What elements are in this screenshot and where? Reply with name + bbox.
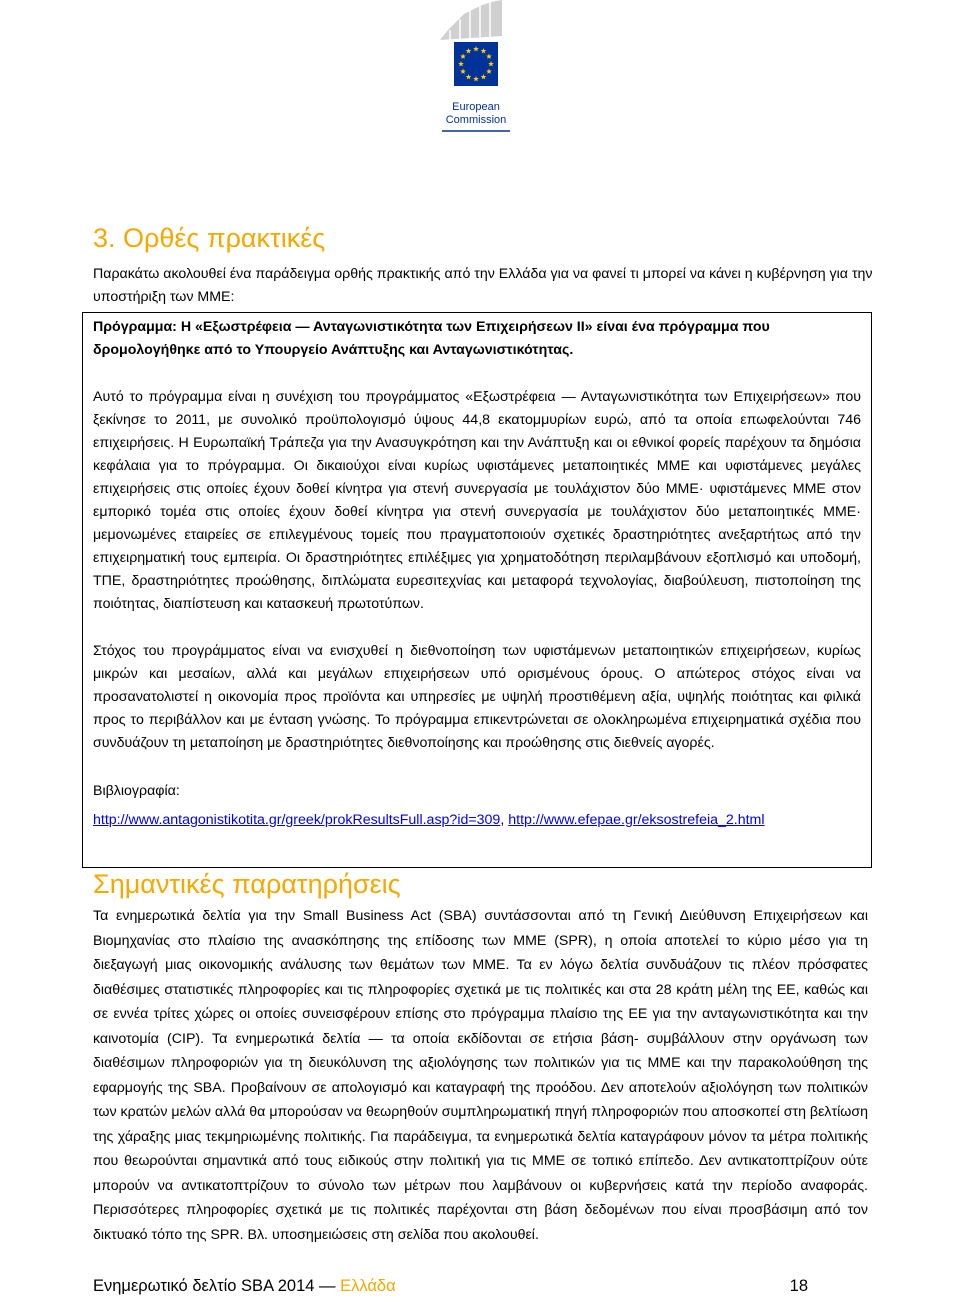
page-number: 18 xyxy=(789,1277,808,1295)
link-separator: , xyxy=(500,812,505,828)
notes-body: Τα ενημερωτικά δελτία για την Small Business Act (SBA) συντάσσονται από τη Γενική Διεύθυνση Επιχειρήσεων και Βιομηχανίας στο πλαίσιο της ανασκόπησης της επίδοσης των ΜΜΕ (SPR), η οποία αποτελεί το κύριο μέσο για τη διεξαγωγή μιας οικονομικής ανάλυσης των θεμάτων των ΜΜΕ. Τα εν λόγω δελτία συνδυάζουν τις πλέον πρόσφατες διαθέσιμες στατιστικές πληροφορίες και τις πληροφορίες σχετικά με τις πολιτικές και στα 28 κράτη μέλη της ΕΕ, καθώς και σε εννέα τρίτες χώρες οι οποίες συνεισφέρουν επίσης στο πρόγραμμα πλαίσιο της ΕΕ για την ανταγωνιστικότητα και την καινοτομία (CIP). Τα ενημερωτικά δελτία — τα οποία εκδίδονται σε ετήσια βάση- συμβάλλουν στην οργάνωση των διαθέσιμων πληροφοριών για τη διευκόλυνση της αξιολόγησης των πολιτικών για τις ΜΜΕ και την παρακολούθηση της εφαρμογής της SBA. Προβαίνουν σε απολογισμό και καταγραφή της προόδου. Δεν αποτελούν αξιολόγηση των πολιτικών των κρατών μελών αλλά θα μπορούσαν να θεωρηθούν συμπληρωματική πηγή πληροφοριών που αποσκοπεί στη βελτίωση της χάραξης μιας τεκμηριωμένης πολιτικής. Για παράδειγμα, τα ενημερωτικά δελτία καταγράφουν μόνον τα μέτρα πολιτικής που θεωρούνται σημαντικά από τους ειδικούς στην πολιτική για τις ΜΜΕ σε τοπικό επίπεδο. Δεν αντικατοπτρίζουν ούτε μπορούν να αντικατοπτρίζουν το σύνολο των μέτρων που λαμβάνουν οι κυβερνήσεις κατά την περίοδο αναφοράς. Περισσότερες πληροφορίες σχετικά με τις πολιτικές παρέχονται στη βάση δεδομένων που είναι προσβάσιμη από τον δικτυακό τόπο της SPR. Βλ. υποσημειώσεις στη σελίδα που ακολουθεί. xyxy=(93,908,868,1243)
section-title: 3. Ορθές πρακτικές xyxy=(93,223,326,253)
programme-goal: Στόχος του προγράμματος είναι να ενισχυθεί η διεθνοποίηση των υφιστάμενων μεταποιητικών επιχειρήσεων, κυρίως μικρών και μεσαίων, αλλά και μεγάλων επιχειρήσεων υπό ορισμένους όρους. Ο απώτερος στόχος είναι να προσανατολιστεί η οικονομία προς προϊόντα και υπηρεσίες με υψηλή προστιθέμενη αξία, υψηλής ποιότητας και φιλικά προς το περιβάλλον και με ένταση γνώσης. Το πρόγραμμα επικεντρώνεται σε ολοκληρωμένα επιχειρηματικά σχέδια που συνδυάζουν τη μεταποίηση με δραστηριότητες διεθνοποίησης και προώθησης στις διεθνείς αγορές. xyxy=(93,643,861,751)
intro-paragraph: Παρακάτω ακολουθεί ένα παράδειγμα ορθής πρακτικής από την Ελλάδα για να φανεί τι μπορεί να κάνει η κυβέρνηση για την υποστήριξη των ΜΜΕ: xyxy=(93,266,873,305)
notes-title: Σημαντικές παρατηρήσεις xyxy=(93,869,401,899)
logo-line-1: European xyxy=(452,101,500,113)
bibliography-link-efepae[interactable]: http://www.efepae.gr/eksostrefeia_2.html xyxy=(508,812,765,828)
european-commission-logo xyxy=(440,0,512,135)
bibliography-link-antagonistikotita[interactable]: http://www.antagonistikotita.gr/greek/prokResultsFull.asp?id=309 xyxy=(93,812,501,828)
good-practice-box xyxy=(82,312,872,868)
logo-line-2: Commission xyxy=(445,114,507,126)
eu-stars-icon xyxy=(454,42,498,86)
programme-lead: Πρόγραμμα: Η «Εξωστρέφεια — Ανταγωνιστικότητα των Επιχειρήσεων ΙΙ» είναι ένα πρόγραμμα που δρομολογήθηκε από το Υπουργείο Ανάπτυξης και Ανταγωνιστικότητας. xyxy=(93,319,770,358)
footer-country: Ελλάδα xyxy=(340,1277,396,1295)
bibliography-label: Βιβλιογραφία: xyxy=(93,783,180,799)
programme-description: Αυτό το πρόγραμμα είναι η συνέχιση του προγράμματος «Εξωστρέφεια — Ανταγωνιστικότητα των Επιχειρήσεων» που ξεκίνησε το 2011, με συνολικό προϋπολογισμό ύψους 44,8 εκατομμυρίων ευρώ, από τα οποία επωφελούνται 746 επιχειρήσεις. Η Ευρωπαϊκή Τράπεζα για την Ανασυγκρότηση και την Ανάπτυξη και οι εθνικοί φορείς παρέχουν τα δημόσια κεφάλαια για το πρόγραμμα. Οι δικαιούχοι είναι κυρίως υφιστάμενες μεταποιητικές ΜΜΕ και υφιστάμενες μεγάλες επιχειρήσεις στις οποίες έχουν δοθεί κίνητρα για στενή συνεργασία με τουλάχιστον δύο ΜΜΕ· υφιστάμενες ΜΜΕ στον εμπορικό τομέα στις οποίες έχουν δοθεί κίνητρα για στενή συνεργασία με τουλάχιστον δύο μεταποιητικές ΜΜΕ· μεμονωμένες εταιρείες σε επιλεγμένους τομείς που πραγματοποιούν σχετικές δραστηριότητες ανεξαρτήτως από την επιχειρηματική τους εμπειρία. Οι δραστηριότητες επιλέξιμες για χρηματοδότηση περιλαμβάνουν εξοπλισμό και υποδομή, ΤΠΕ, δραστηριότητες προώθησης, διπλώματα ευρεσιτεχνίας και μεταφορά τεχνολογίας, διαβούλευση, πιστοποίηση της ποιότητας, διαπίστευση και κατασκευή πρωτοτύπων. xyxy=(93,389,861,612)
page-footer xyxy=(93,1274,813,1298)
footer-title: Ενημερωτικό δελτίο SBA 2014 — xyxy=(93,1277,336,1295)
bibliography-links xyxy=(93,809,861,832)
